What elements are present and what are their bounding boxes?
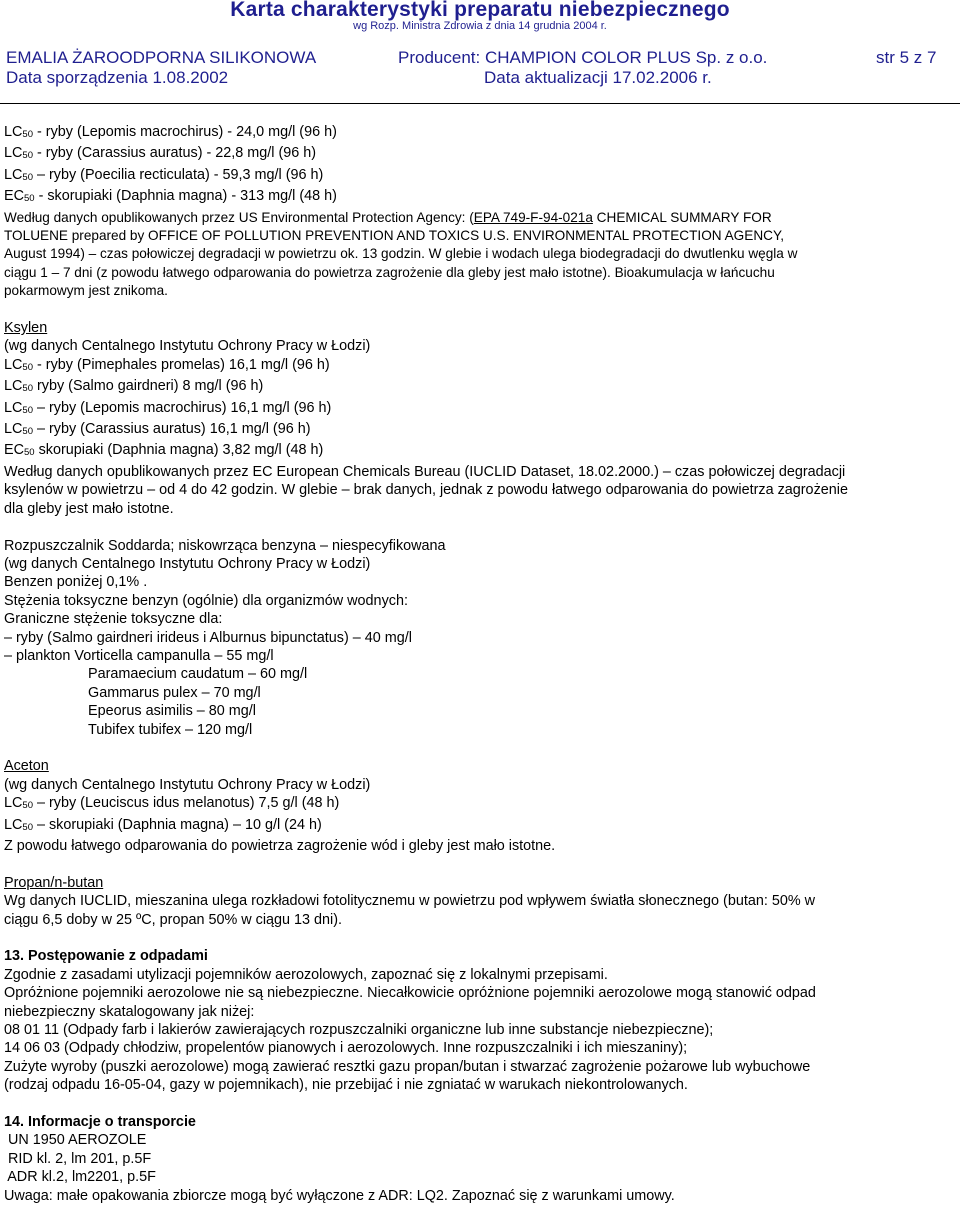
propan-line: Wg danych IUCLID, mieszanina ulega rozkładowi fotolitycznemu w powietrzu pod wpływem światła słonecznego (butan: 50% w <box>4 893 816 910</box>
propan-line: ciągu 6,5 doby w 25 ºC, propan 50% w ciągu 13 dni). <box>4 911 343 928</box>
waste-code-line: 14 06 03 (Odpady chłodziw, propelentów pianowych i aerozolowych. Inne rozpuszczalniki i ich mieszaniny); <box>4 1040 688 1057</box>
ksylen-ec-line: $EC_{50}$ skorupiaki (Daphnia magna) 3,82 mg/l (48 h) <box>4 442 324 459</box>
organism-toxicity-line: Paramaecium caudatum – 60 mg/l <box>88 666 308 683</box>
transport-line: RID kl. 2, lm 201, p.5F <box>4 1150 152 1167</box>
section-14-heading: 14. Informacje o transporcie <box>4 1114 196 1131</box>
lc-line: $LC_{50}$ - ryby (Lepomis macrochirus) - 24,0 mg/l (96 h) <box>4 124 337 140</box>
epa-reference-link[interactable]: EPA 749-F-94-021a <box>473 209 593 225</box>
organism-toxicity-line: Epeorus asimilis – 80 mg/l <box>88 703 256 720</box>
header-divider <box>0 103 960 104</box>
update-date: Data aktualizacji 17.02.2006 r. <box>484 68 712 87</box>
ksylen-heading: Ksylen <box>4 320 48 337</box>
waste-code-line: 08 01 11 (Odpady farb i lakierów zawierających rozpuszczalniki organiczne lub inne substancje niebezpieczne); <box>4 1022 714 1039</box>
transport-note: Uwaga: małe opakowania zbiorcze mogą być wyłączone z ADR: LQ2. Zapoznać się z warunkami umowy. <box>4 1187 675 1204</box>
aceton-note: Z powodu łatwego odparowania do powietrza zagrożenie wód i gleby jest mało istotne. <box>4 837 556 854</box>
transport-line: UN 1950 AEROZOLE <box>4 1132 147 1149</box>
transport-line: ADR kl.2, lm2201, p.5F <box>4 1169 156 1186</box>
document-title: Karta charakterystyki preparatu niebezpiecznego <box>230 0 730 21</box>
aceton-source: (wg danych Centalnego Instytutu Ochrony Pracy w Łodzi) <box>4 776 371 793</box>
ksylen-paragraph: Według danych opublikowanych przez EC European Chemicals Bureau (IUCLID Dataset, 18.02.2000.) – czas połowiczej degradacji ksylenów w powietrzu – od 4 do 42 godzin. W glebie – brak danych, jednak z powodu łatwego odparowania do powietrza zagrożenie dla gleby jest mało istotne. <box>4 463 848 517</box>
waste-line: (rodzaj odpadu 16-05-04, gazy w pojemnikach), nie przebijać i nie zgniatać w warukach niekontrolowanych. <box>4 1077 688 1094</box>
page-number: str 5 z 7 <box>876 48 937 67</box>
waste-line: niebezpieczny skatalogowany jak niżej: <box>4 1003 255 1020</box>
organism-toxicity-line: Tubifex tubifex – 120 mg/l <box>88 721 253 738</box>
fish-toxicity-line: – ryby (Salmo gairdneri irideus i Alburnus bipunctatus) – 40 mg/l <box>4 629 412 646</box>
threshold-line: Graniczne stężenie toksyczne dla: <box>4 611 223 628</box>
epa-paragraph: Według danych opublikowanych przez US Environmental Protection Agency: (EPA 749-F-94-021a CHEMICAL SUMMARY FOR TOLUENE prepared by OFFICE OF POLLUTION PREVENTION AND TOXICS U.S. ENVIRONMENTAL PROTECTION AGENCY, August 1994) – czas połowiczej degradacji w powietrzu ok. 13 godzin. W glebie i wodach ulega biodegradacji do dwutlenku węgla w ciągu 1 – 7 dni (z powodu łatwego odparowania do powietrza zagrożenie dla gleby jest mało istotne). Bioakumulacja w łańcuchu pokarmowym jest znikoma. <box>4 209 798 299</box>
regulation-subtitle: wg Rozp. Ministra Zdrowia z dnia 14 grudnia 2004 r. <box>353 20 607 32</box>
organism-toxicity-line: Gammarus pulex – 70 mg/l <box>88 684 261 701</box>
aceton-heading: Aceton <box>4 758 49 775</box>
lc-line: $LC_{50}$ - ryby (Carassius auratus) - 22,8 mg/l (96 h) <box>4 145 317 162</box>
creation-date: Data sporządzenia 1.08.2002 <box>6 68 229 87</box>
ksylen-lc-line: $LC_{50}$ ryby (Salmo gairdneri) 8 mg/l (96 h) <box>4 378 264 395</box>
ksylen-source: (wg danych Centalnego Instytutu Ochrony Pracy w Łodzi) <box>4 338 371 355</box>
ksylen-lc-line: $LC_{50}$ – ryby (Carassius auratus) 16,1 mg/l (96 h) <box>4 421 311 438</box>
soddard-heading: Rozpuszczalnik Soddarda; niskowrząca benzyna – niespecyfikowana <box>4 537 446 554</box>
ksylen-lc-line: $LC_{50}$ – ryby (Lepomis macrochirus) 16,1 mg/l (96 h) <box>4 399 332 416</box>
toxic-concentration-line: Stężenia toksyczne benzyn (ogólnie) dla organizmów wodnych: <box>4 592 408 609</box>
aceton-lc-line: $LC_{50}$ – ryby (Leuciscus idus melanotus) 7,5 g/l (48 h) <box>4 795 340 812</box>
aceton-lc-line: $LC_{50}$ – skorupiaki (Daphnia magna) – 10 g/l (24 h) <box>4 816 322 833</box>
section-13-heading: 13. Postępowanie z odpadami <box>4 948 208 965</box>
benzen-line: Benzen poniżej 0,1% . <box>4 574 148 591</box>
ksylen-lc-line: $LC_{50}$ - ryby (Pimephales promelas) 16,1 mg/l (96 h) <box>4 356 330 373</box>
waste-line: Zgodnie z zasadami utylizacji pojemników aerozolowych, zapoznać się z lokalnymi przepisami. <box>4 966 608 983</box>
waste-line: Opróżnione pojemniki aerozolowe nie są niebezpieczne. Niecałkowicie opróżnione pojemniki aerozolowe mogą stanowić odpad <box>4 985 816 1002</box>
soddard-source: (wg danych Centalnego Instytutu Ochrony Pracy w Łodzi) <box>4 555 371 572</box>
plankton-toxicity-line: – plankton Vorticella campanulla – 55 mg/l <box>4 647 274 664</box>
document-body <box>4 123 952 1205</box>
lc-line: $LC_{50}$ – ryby (Poecilia recticulata) - 59,3 mg/l (96 h) <box>4 166 324 183</box>
ec-line: $EC_{50}$ - skorupiaki (Daphnia magna) - 313 mg/l (48 h) <box>4 188 337 205</box>
waste-line: Zużyte wyroby (puszki aerozolowe) mogą zawierać resztki gazu propan/butan i stwarzać zagrożenie pożarowe lub wybuchowe <box>4 1058 811 1075</box>
product-name: EMALIA ŻAROODPORNA SILIKONOWA <box>6 48 317 67</box>
propan-heading: Propan/n-butan <box>4 874 104 891</box>
producer-name: Producent: CHAMPION COLOR PLUS Sp. z o.o. <box>398 48 768 67</box>
